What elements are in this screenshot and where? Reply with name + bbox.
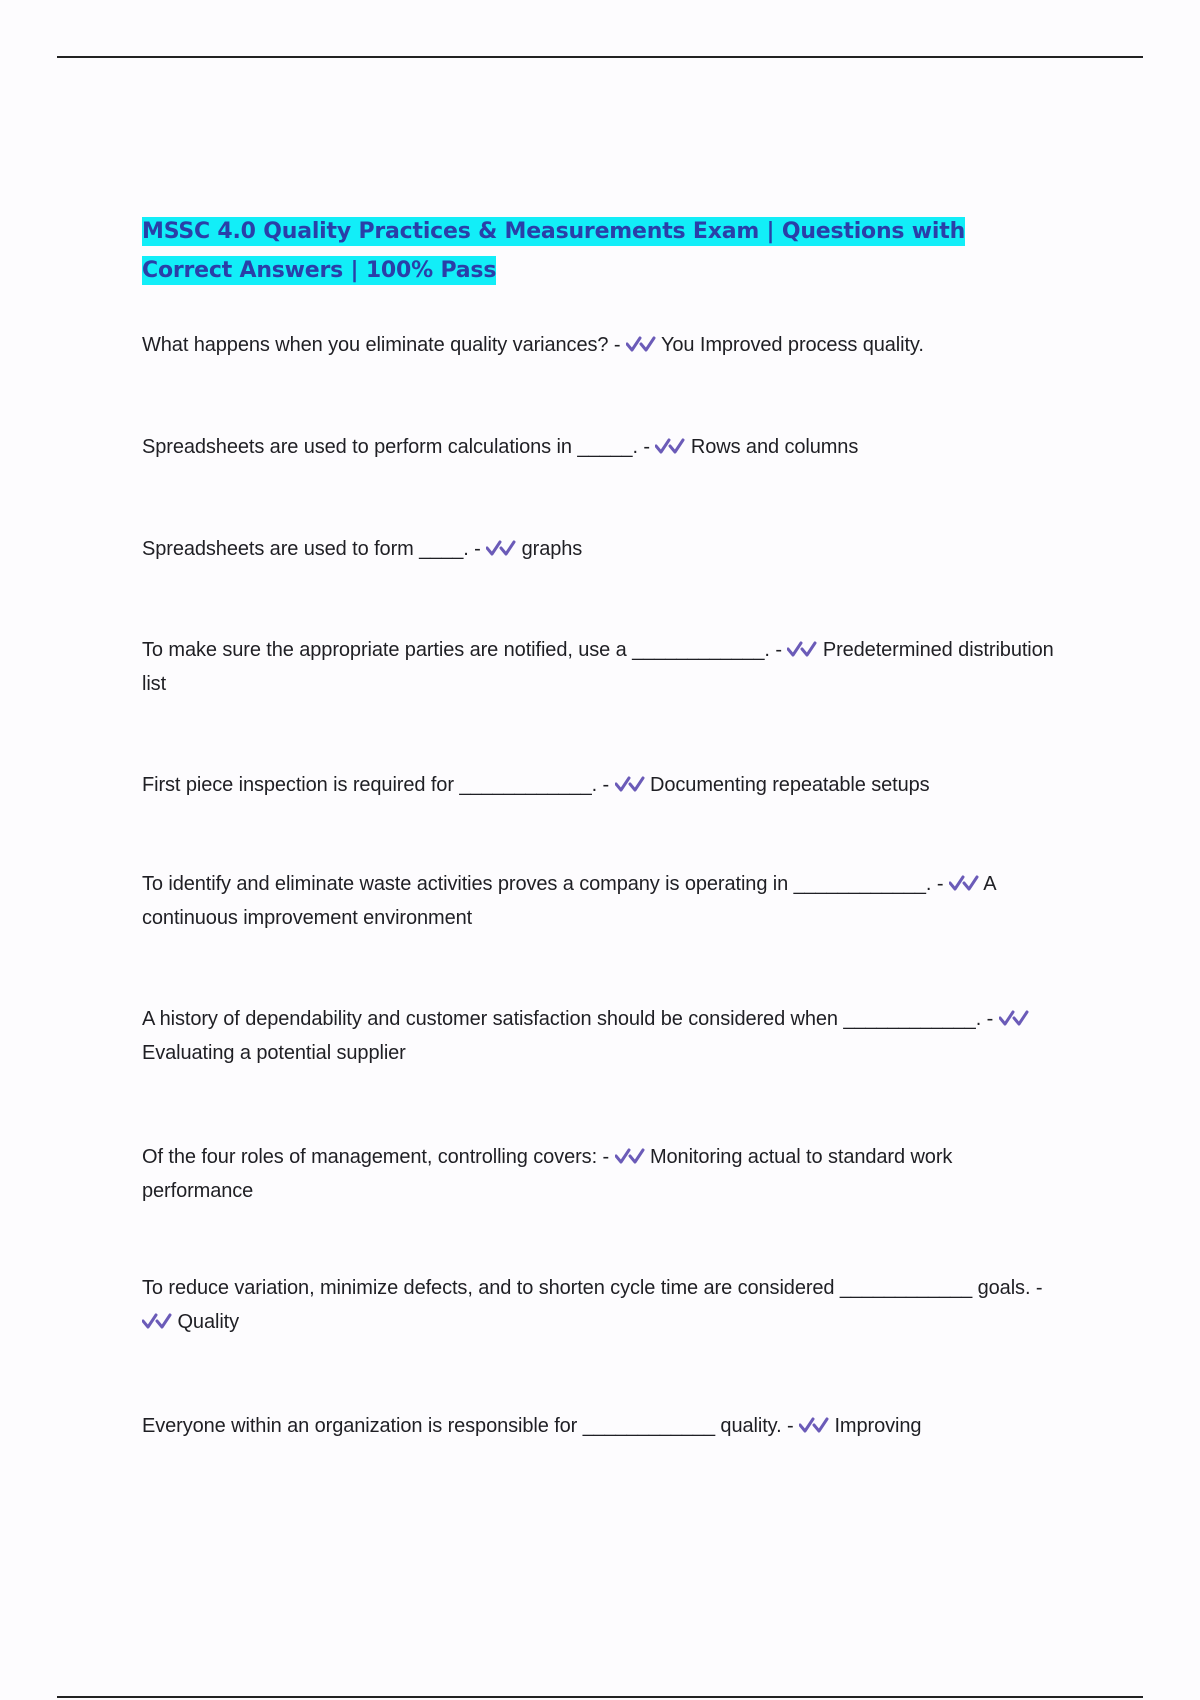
checkmark-icon	[615, 773, 645, 795]
question-text: What happens when you eliminate quality variances? -	[142, 334, 626, 356]
question-text: To reduce variation, minimize defects, and to shorten cycle time are considered ____________ goals. -	[142, 1277, 1043, 1299]
question-text: First piece inspection is required for ____________. -	[142, 774, 615, 796]
question-text: Everyone within an organization is responsible for ____________ quality. -	[142, 1415, 799, 1437]
top-rule	[57, 56, 1143, 58]
title-highlight: MSSC 4.0 Quality Practices & Measurements Exam | Questions with Correct Answers | 100% Pass	[142, 219, 966, 283]
checkmark-icon	[615, 1145, 645, 1167]
checkmark-icon	[655, 435, 685, 457]
question-text: To identify and eliminate waste activities proves a company is operating in ____________. -	[142, 873, 949, 895]
qa-item	[142, 1409, 1062, 1443]
checkmark-icon	[142, 1310, 172, 1332]
document-title	[142, 212, 1062, 290]
question-text: To make sure the appropriate parties are notified, use a ____________. -	[142, 639, 788, 661]
answer-text: You Improved process quality.	[660, 334, 924, 356]
qa-item	[142, 1271, 1062, 1339]
question-text: Of the four roles of management, controlling covers: -	[142, 1146, 615, 1168]
answer-text: Predetermined distribution list	[142, 639, 1054, 695]
qa-item	[142, 328, 1062, 362]
question-text: Spreadsheets are used to form ____. -	[142, 538, 487, 560]
checkmark-icon	[949, 872, 979, 894]
qa-item	[142, 867, 1062, 935]
answer-text: Documenting repeatable setups	[650, 774, 930, 796]
checkmark-icon	[787, 638, 817, 660]
qa-item	[142, 1002, 1062, 1070]
answer-text: Monitoring actual to standard work performance	[142, 1146, 953, 1202]
checkmark-icon	[626, 333, 656, 355]
document-page	[142, 212, 1062, 1437]
qa-item	[142, 430, 1062, 464]
qa-item	[142, 532, 1062, 566]
answer-text: Quality	[177, 1311, 240, 1333]
qa-item	[142, 633, 1062, 701]
checkmark-icon	[999, 1007, 1029, 1029]
checkmark-icon	[486, 537, 516, 559]
answer-text: graphs	[521, 538, 583, 560]
answer-text: Rows and columns	[690, 436, 859, 458]
qa-item	[142, 768, 1062, 802]
answer-text: Evaluating a potential supplier	[142, 1042, 406, 1064]
answer-text: Improving	[834, 1415, 922, 1437]
bottom-rule	[57, 1696, 1143, 1698]
checkmark-icon	[799, 1414, 829, 1436]
question-text: A history of dependability and customer satisfaction should be considered when ____________. -	[142, 1008, 999, 1030]
question-text: Spreadsheets are used to perform calculations in _____. -	[142, 436, 656, 458]
answer-text: A continuous improvement environment	[142, 873, 996, 929]
qa-item	[142, 1140, 1062, 1208]
